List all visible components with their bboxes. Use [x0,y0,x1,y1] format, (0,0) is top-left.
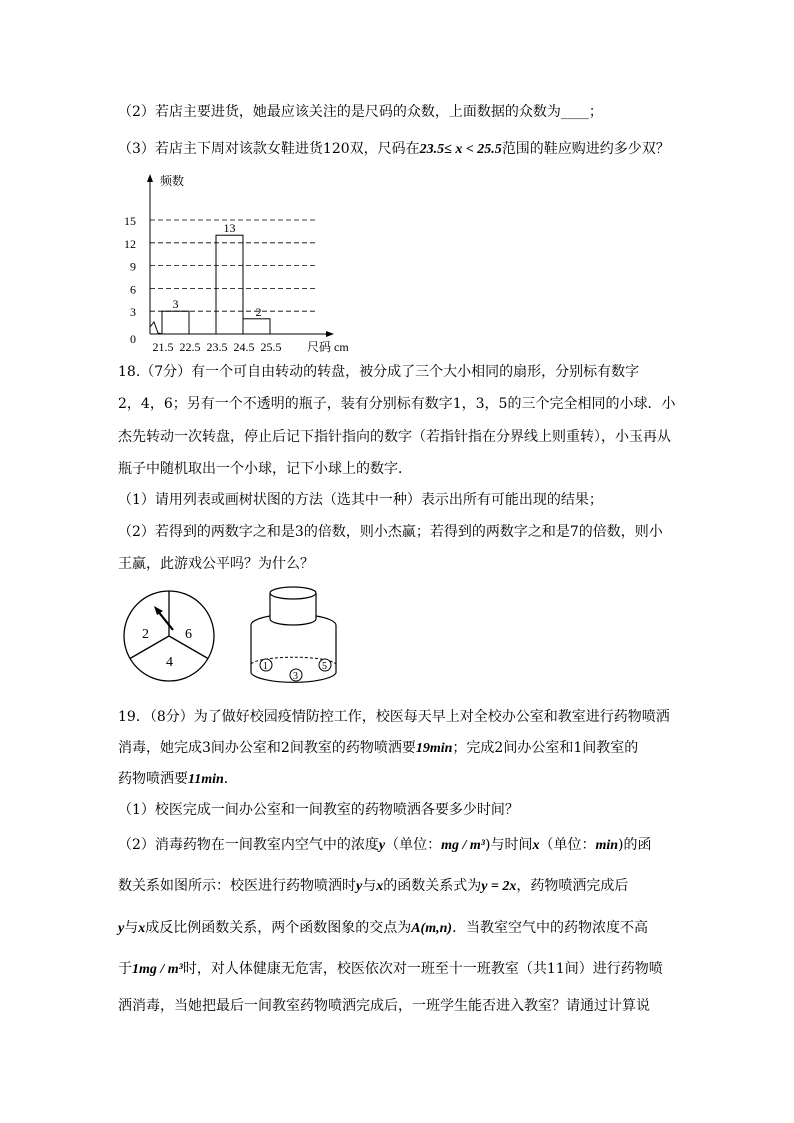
q18-line2: 2，4，6；另有一个不透明的瓶子，装有分别标有数字1，3，5的三个完全相同的小球．小 [118,396,676,412]
spinner-pointer-arrowhead [154,606,163,615]
x-tick-label: 24.5 [233,340,255,354]
y-axis-label: 频数 [160,174,185,188]
q19-line1: 19．（8分）为了做好校园疫情防控工作，校医每天早上对全校办公室和教室进行药物喷洒 [118,709,670,725]
y-tick-label: 6 [130,282,136,297]
y-tick-label: 0 [130,332,136,346]
q19-line2: 消毒，她完成3间办公室和2间教室的药物喷洒要19min；完成2间办公室和1间教室的 [118,740,639,756]
spinner-label-2: 2 [142,627,149,642]
x-tick-label: 21.5 [152,340,174,354]
q19-line3: 药物喷洒要11min． [118,771,238,787]
bar-value-label: 13 [223,221,236,236]
x-tick-label: 25.5 [260,340,282,354]
bar [162,311,189,334]
x-tick-label: 22.5 [179,340,201,354]
q17-part3: （3）若店主下周对该款女鞋进货120双，尺码在23.5≤ x < 25.5范围的鞋应购进约多少双？ [118,141,670,157]
q19-part2-line1: （2）消毒药物在一间教室内空气中的浓度y（单位：mg / m³)与时间x（单位：min)的函 [118,837,652,853]
q19-part2-line2: 数关系如图所示：校医进行药物喷洒时y与x的函数关系式为y = 2x，药物喷洒完成后 [118,878,629,894]
y-axis-arrow [147,174,153,182]
y-tick-label: 15 [124,214,136,228]
axis-break [150,322,162,334]
q18-line3: 杰先转动一次转盘，停止后记下指针指向的数字（若指针指在分界线上则重转），小玉再从 [118,429,671,445]
q18-part1: （1）请用列表或画树状图的方法（选其中一种）表示出所有可能出现的结果； [118,492,603,508]
bar [243,319,270,334]
x-tick-label: 23.5 [206,340,228,354]
q17-part2: （2）若店主要进货，她最应该关注的是尺码的众数，上面数据的众数为____； [118,104,603,120]
bar [216,235,243,334]
spinner-label-6: 6 [185,627,192,642]
bar-value-label: 3 [172,297,179,312]
q18-part2-line2: 王赢，此游戏公平吗？为什么？ [118,556,314,572]
ball-label-5: 5 [322,661,327,672]
ball-label-1: 1 [263,661,268,672]
bottle-figure [246,585,356,685]
y-tick-label: 12 [124,236,136,251]
bar-value-label: 2 [255,304,262,319]
y-tick-label: 3 [130,305,136,320]
q19-part2-line3: y与x成反比例函数关系，两个函数图象的交点为A(m,n)．当教室空气中的药物浓度不高 [118,920,649,936]
q18-part2-line1: （2）若得到的两数字之和是3的倍数，则小杰赢；若得到的两数字之和是7的倍数，则小 [118,524,663,540]
q19-part1: （1）校医完成一间办公室和一间教室的药物喷洒各要多少时间？ [118,802,519,818]
x-axis-label: 尺码 cm [307,340,349,354]
spinner-figure [121,590,221,690]
q19-part2-line4: 于1mg / m³时，对人体健康无危害，校医依次对一班至十一班教室（共11间）进行药物喷 [118,961,663,977]
x-axis-arrow [326,331,334,337]
ball-label-3: 3 [293,671,298,682]
spinner-label-4: 4 [166,655,173,670]
q19-part2-line5: 洒消毒，当她把最后一间教室药物喷洒完成后，一班学生能否进入教室？请通过计算说 [118,998,650,1014]
q18-line4: 瓶子中随机取出一个小球，记下小球上的数字． [118,461,412,477]
y-tick-label: 9 [130,259,136,274]
q18-line1: 18.（7分）有一个可自由转动的转盘，被分成了三个大小相同的扇形，分别标有数字 [118,364,640,380]
